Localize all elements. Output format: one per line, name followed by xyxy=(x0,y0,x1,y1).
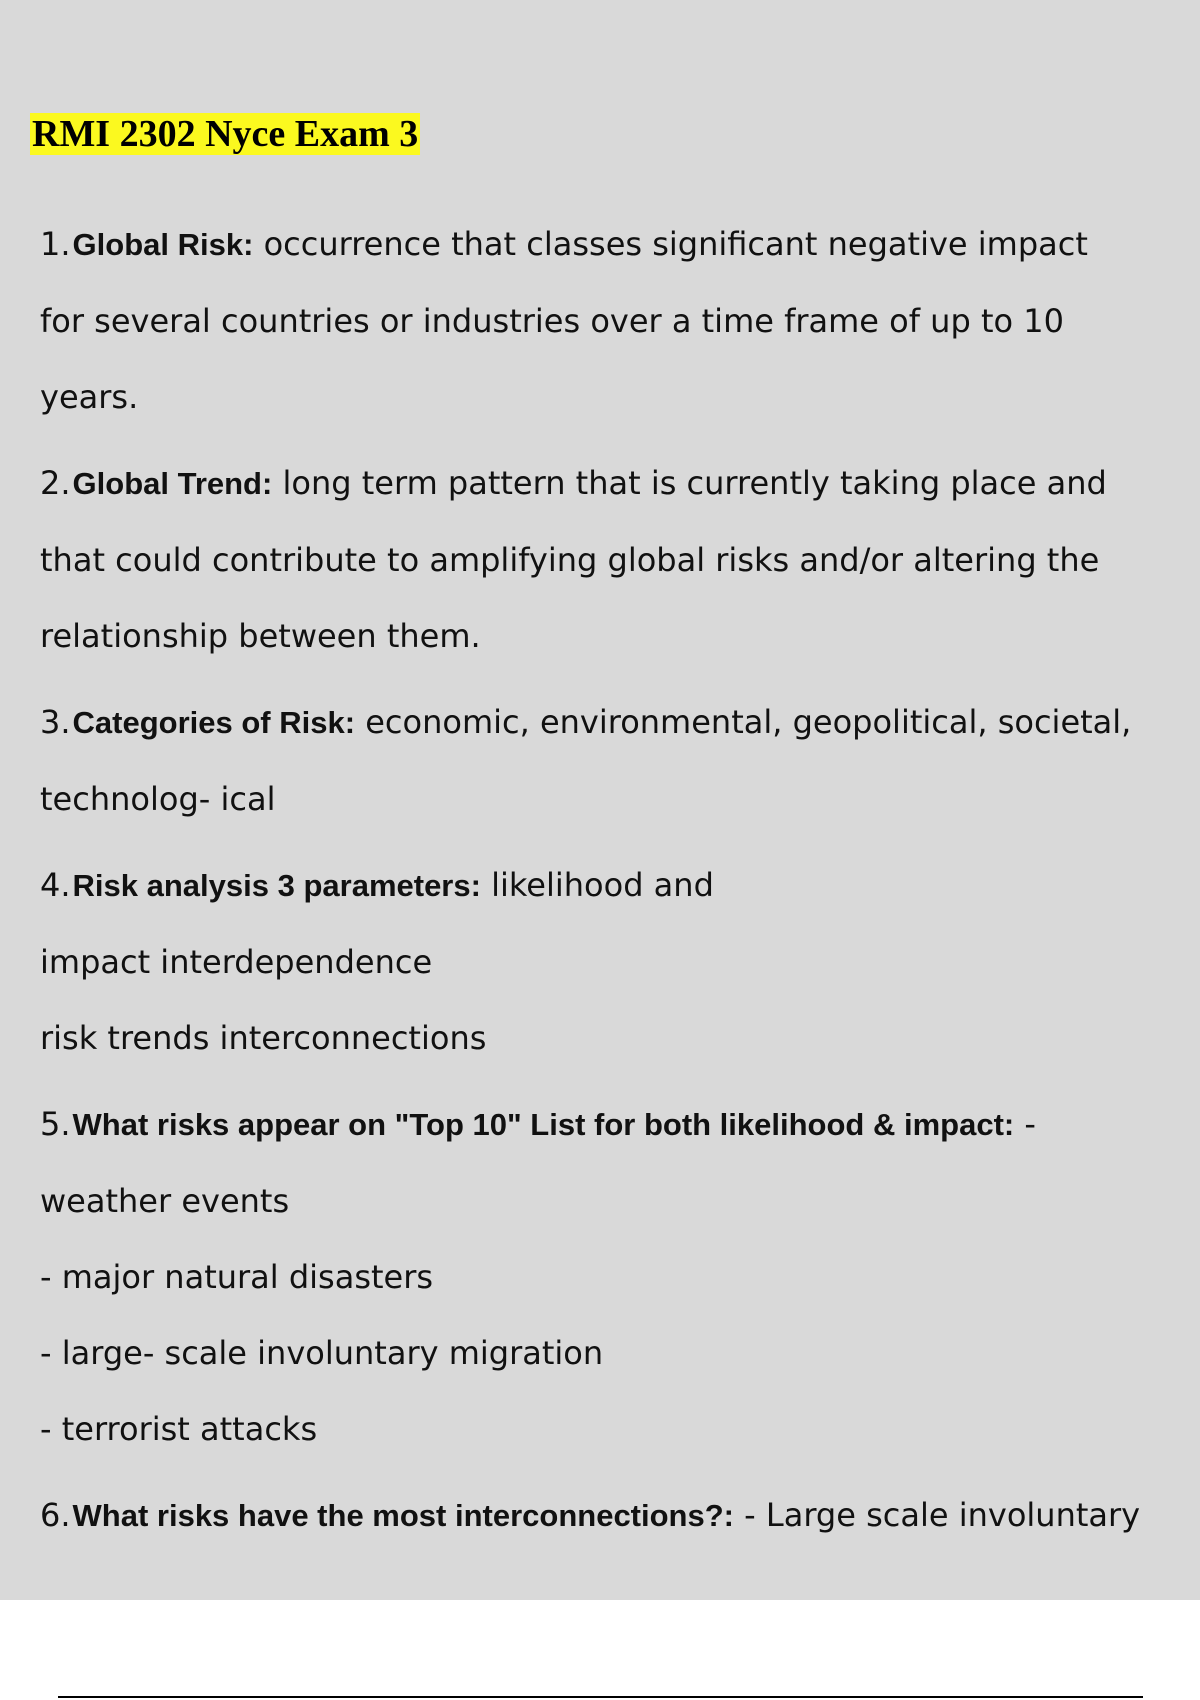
item-definition: occurrence that classes significant negative impact xyxy=(253,225,1088,263)
item-number: 3. xyxy=(40,703,71,741)
item-line: relationship between them. xyxy=(40,617,481,655)
item-term: Categories of Risk: xyxy=(72,705,356,740)
item-line: impact interdependence xyxy=(40,943,433,981)
item-definition: economic, environmental, geopolitical, societal, xyxy=(355,703,1132,741)
item-first-line xyxy=(40,1477,1190,1554)
page-title xyxy=(28,108,422,160)
title-text: RMI 2302 Nyce Exam 3 xyxy=(32,113,419,155)
item-term: What risks appear on "Top 10" List for both likelihood & impact: xyxy=(72,1107,1015,1142)
list-item xyxy=(40,206,1190,435)
list-item xyxy=(40,445,1190,674)
item-definition: - xyxy=(1014,1105,1036,1143)
item-line: for several countries or industries over a time frame of up to 10 xyxy=(40,302,1064,340)
item-term: Global Trend: xyxy=(72,466,273,501)
item-line: - large- scale involuntary migration xyxy=(40,1334,604,1372)
list-item xyxy=(40,1086,1190,1467)
item-first-line xyxy=(40,445,1190,522)
item-number: 6. xyxy=(40,1496,71,1534)
item-term: Global Risk: xyxy=(72,227,254,262)
list-item xyxy=(40,1477,1190,1554)
item-number: 1. xyxy=(40,225,71,263)
footer-divider xyxy=(58,1696,1143,1698)
item-definition: likelihood and xyxy=(480,866,714,904)
list-item xyxy=(40,684,1190,837)
item-line: weather events xyxy=(40,1182,290,1220)
item-line: that could contribute to amplifying global risks and/or altering the xyxy=(40,541,1100,579)
item-term: What risks have the most interconnections?: xyxy=(72,1498,734,1533)
item-number: 5. xyxy=(40,1105,71,1143)
item-first-line xyxy=(40,847,1190,924)
item-line: risk trends interconnections xyxy=(40,1019,487,1057)
item-first-line xyxy=(40,206,1190,283)
flashcard-list xyxy=(40,206,1190,1564)
item-first-line xyxy=(40,684,1190,761)
item-line: years. xyxy=(40,378,139,416)
item-number: 4. xyxy=(40,866,71,904)
item-first-line xyxy=(40,1086,1190,1163)
item-line: technolog- ical xyxy=(40,780,276,818)
item-definition: long term pattern that is currently taking place and xyxy=(272,464,1107,502)
item-line: - major natural disasters xyxy=(40,1258,434,1296)
item-term: Risk analysis 3 parameters: xyxy=(72,868,481,903)
list-item xyxy=(40,847,1190,1076)
item-definition: - Large scale involuntary xyxy=(734,1496,1141,1534)
item-number: 2. xyxy=(40,464,71,502)
item-line: - terrorist attacks xyxy=(40,1410,318,1448)
